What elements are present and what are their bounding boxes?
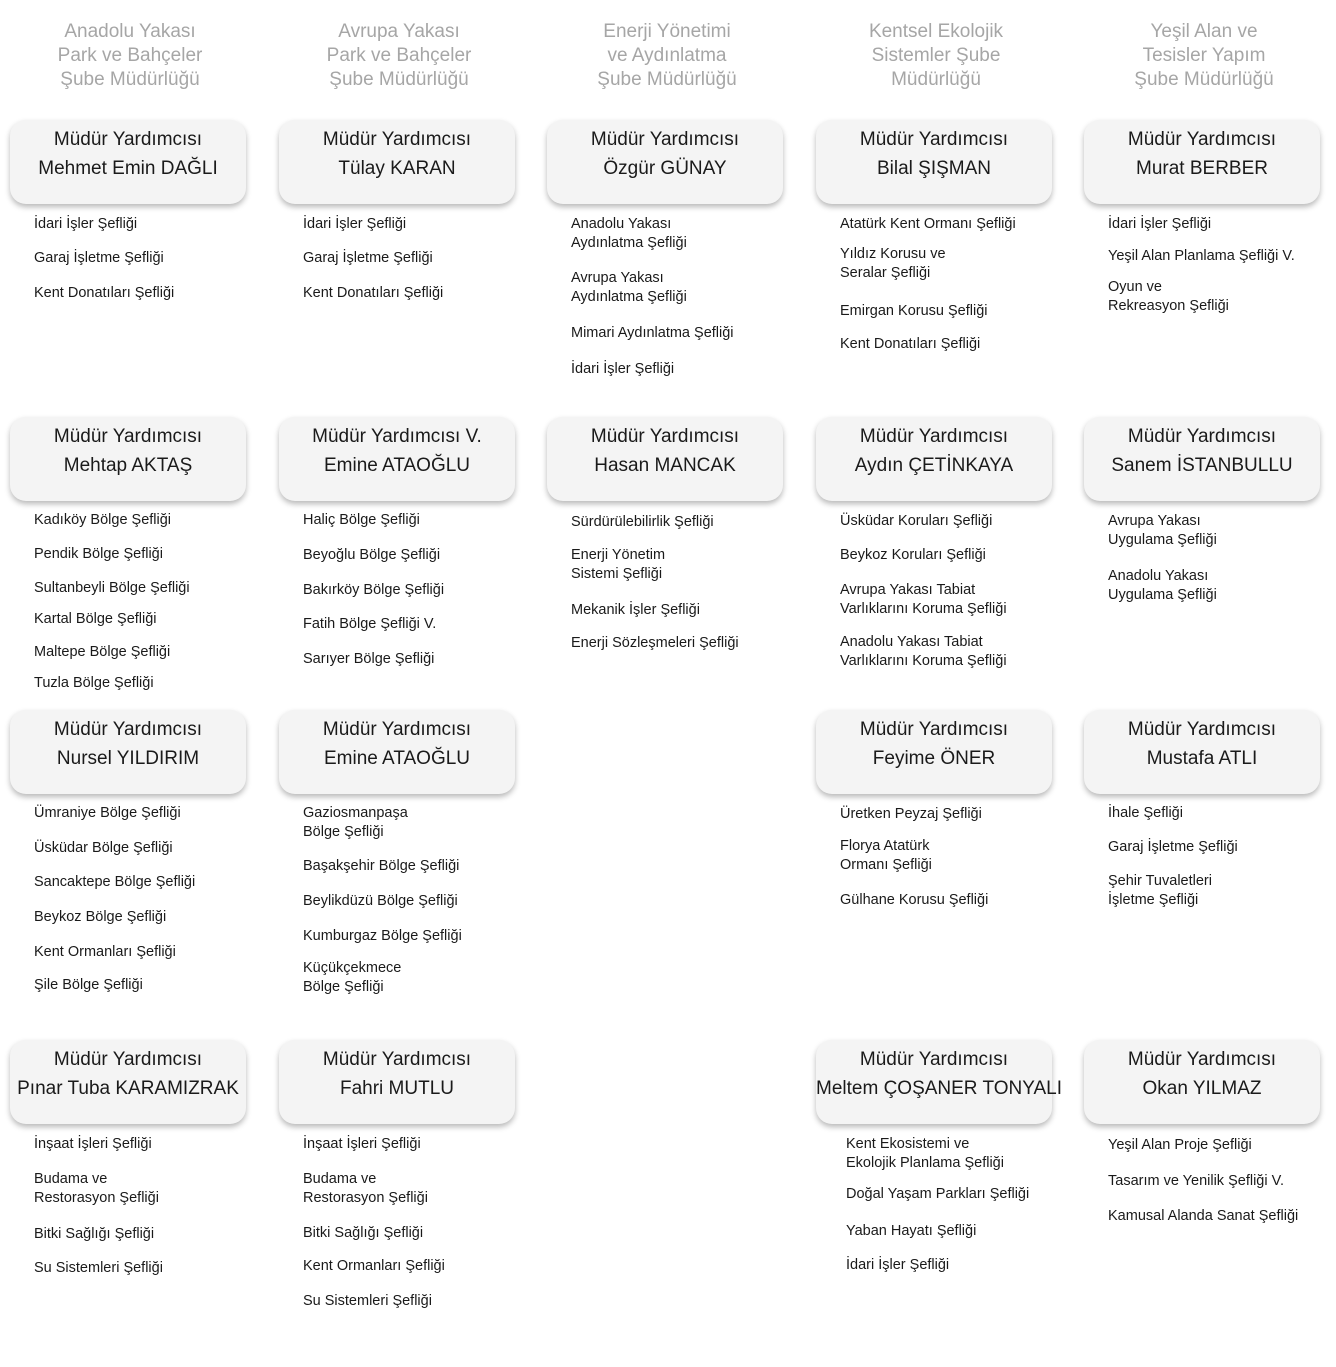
unit-item: İdari İşler Şefliği bbox=[571, 361, 675, 377]
deputy-card bbox=[10, 710, 246, 794]
unit-item: Bitki Sağlığı Şefliği bbox=[34, 1226, 155, 1242]
unit-item: Tasarım ve Yenilik Şefliği V. bbox=[1108, 1173, 1284, 1189]
unit-item: Sultanbeyli Bölge Şefliği bbox=[34, 580, 190, 596]
deputy-role: Müdür Yardımcısı bbox=[859, 719, 1009, 740]
deputy-role: Müdür Yardımcısı bbox=[1127, 129, 1277, 150]
unit-item: Anadolu Yakası Uygulama Şefliği bbox=[1108, 568, 1217, 603]
unit-item: Enerji Yönetim Sistemi Şefliği bbox=[571, 547, 666, 582]
deputy-card bbox=[1084, 120, 1320, 204]
deputy-name: Feyime ÖNER bbox=[872, 748, 996, 769]
deputy-card bbox=[816, 120, 1052, 204]
deputy-name: Emine ATAOĞLU bbox=[323, 455, 471, 476]
deputy-role: Müdür Yardımcısı bbox=[322, 129, 472, 150]
deputy-card bbox=[547, 417, 783, 501]
unit-item: Kent Donatıları Şefliği bbox=[34, 285, 175, 301]
unit-item: Kadıköy Bölge Şefliği bbox=[34, 512, 172, 528]
unit-item: Yaban Hayatı Şefliği bbox=[846, 1223, 977, 1239]
deputy-name: Nursel YILDIRIM bbox=[56, 748, 200, 769]
deputy-card bbox=[279, 1040, 515, 1124]
unit-item: Üsküdar Bölge Şefliği bbox=[34, 840, 173, 856]
unit-item: Kartal Bölge Şefliği bbox=[34, 611, 157, 627]
deputy-name: Mehtap AKTAŞ bbox=[63, 455, 193, 476]
deputy-role: Müdür Yardımcısı bbox=[53, 129, 203, 150]
deputy-card bbox=[279, 120, 515, 204]
unit-item: İhale Şefliği bbox=[1108, 805, 1183, 821]
deputy-card bbox=[816, 1040, 1063, 1124]
unit-item: Haliç Bölge Şefliği bbox=[303, 512, 420, 528]
deputy-role: Müdür Yardımcısı bbox=[53, 719, 203, 740]
unit-item: İdari İşler Şefliği bbox=[846, 1257, 950, 1273]
unit-item: Üsküdar Koruları Şefliği bbox=[840, 513, 993, 529]
unit-item: Gülhane Korusu Şefliği bbox=[840, 892, 989, 908]
unit-item: Sürdürülebilirlik Şefliği bbox=[571, 514, 714, 530]
deputy-name: Mustafa ATLI bbox=[1146, 748, 1258, 769]
unit-item: İdari İşler Şefliği bbox=[303, 216, 407, 232]
unit-item: Su Sistemleri Şefliği bbox=[303, 1293, 432, 1309]
unit-item: Mimari Aydınlatma Şefliği bbox=[571, 325, 734, 341]
deputy-card bbox=[10, 417, 246, 501]
deputy-name: Pınar Tuba KARAMIZRAK bbox=[17, 1078, 239, 1099]
deputy-name: Tülay KARAN bbox=[338, 158, 456, 179]
deputy-role: Müdür Yardımcısı bbox=[859, 129, 1009, 150]
deputy-card bbox=[816, 417, 1052, 501]
department-title: Anadolu Yakası Park ve Bahçeler Şube Müdürlüğü bbox=[57, 21, 203, 90]
unit-item: Avrupa Yakası Aydınlatma Şefliği bbox=[571, 270, 687, 305]
unit-item: Avrupa Yakası Uygulama Şefliği bbox=[1108, 513, 1217, 548]
deputy-card bbox=[10, 120, 246, 204]
unit-item: Anadolu Yakası Aydınlatma Şefliği bbox=[571, 216, 687, 251]
unit-item: Kent Ekosistemi ve Ekolojik Planlama Şefliği bbox=[846, 1136, 1004, 1171]
department-title: Kentsel Ekolojik Sistemler Şube Müdürlüğü bbox=[868, 21, 1004, 90]
unit-item: İnşaat İşleri Şefliği bbox=[303, 1136, 421, 1152]
deputy-card bbox=[816, 710, 1052, 794]
unit-item: Beykoz Bölge Şefliği bbox=[34, 909, 167, 925]
unit-item: Doğal Yaşam Parkları Şefliği bbox=[846, 1186, 1030, 1202]
deputy-role: Müdür Yardımcısı bbox=[590, 129, 740, 150]
deputy-name: Okan YILMAZ bbox=[1142, 1078, 1262, 1099]
unit-item: Yeşil Alan Planlama Şefliği V. bbox=[1108, 248, 1295, 264]
deputy-role: Müdür Yardımcısı bbox=[1127, 1049, 1277, 1070]
unit-item: Enerji Sözleşmeleri Şefliği bbox=[571, 635, 739, 651]
unit-item: Budama ve Restorasyon Şefliği bbox=[34, 1171, 159, 1206]
deputy-role: Müdür Yardımcısı bbox=[1127, 719, 1277, 740]
unit-item: Beykoz Koruları Şefliği bbox=[840, 547, 986, 563]
unit-item: Florya Atatürk Ormanı Şefliği bbox=[840, 838, 932, 873]
unit-item: Pendik Bölge Şefliği bbox=[34, 546, 163, 562]
unit-item: Garaj İşletme Şefliği bbox=[1108, 839, 1238, 855]
unit-item: Şile Bölge Şefliği bbox=[34, 977, 143, 993]
unit-item: Beyoğlu Bölge Şefliği bbox=[303, 547, 441, 563]
deputy-card bbox=[1084, 1040, 1320, 1124]
unit-item: Tuzla Bölge Şefliği bbox=[34, 675, 154, 691]
unit-item: İdari İşler Şefliği bbox=[34, 216, 138, 232]
deputy-name: Murat BERBER bbox=[1136, 158, 1268, 179]
unit-item: Garaj İşletme Şefliği bbox=[303, 250, 433, 266]
deputy-name: Bilal ŞIŞMAN bbox=[876, 158, 992, 179]
unit-item: Küçükçekmece Bölge Şefliği bbox=[303, 960, 402, 995]
deputy-role: Müdür Yardımcısı bbox=[322, 1049, 472, 1070]
unit-item: Şehir Tuvaletleri İşletme Şefliği bbox=[1108, 873, 1212, 908]
deputy-role: Müdür Yardımcısı bbox=[859, 426, 1009, 447]
unit-item: Avrupa Yakası Tabiat Varlıklarını Koruma Şefliği bbox=[840, 582, 1007, 617]
deputy-card bbox=[10, 1040, 246, 1124]
deputy-role: Müdür Yardımcısı bbox=[859, 1049, 1009, 1070]
unit-item: Anadolu Yakası Tabiat Varlıklarını Koruma Şefliği bbox=[840, 634, 1007, 669]
unit-item: Üretken Peyzaj Şefliği bbox=[840, 806, 982, 822]
deputy-name: Sanem İSTANBULLU bbox=[1111, 455, 1293, 476]
unit-item: Sarıyer Bölge Şefliği bbox=[303, 651, 435, 667]
unit-item: Beylikdüzü Bölge Şefliği bbox=[303, 893, 458, 909]
unit-item: Kent Donatıları Şefliği bbox=[840, 336, 981, 352]
deputy-role: Müdür Yardımcısı bbox=[1127, 426, 1277, 447]
unit-item: Yıldız Korusu ve Seralar Şefliği bbox=[840, 246, 946, 281]
unit-item: Su Sistemleri Şefliği bbox=[34, 1260, 163, 1276]
unit-item: Maltepe Bölge Şefliği bbox=[34, 644, 171, 660]
deputy-name: Aydın ÇETİNKAYA bbox=[854, 455, 1014, 476]
unit-item: Emirgan Korusu Şefliği bbox=[840, 303, 988, 319]
deputy-role: Müdür Yardımcısı bbox=[322, 719, 472, 740]
deputy-card bbox=[1084, 417, 1320, 501]
unit-item: Kamusal Alanda Sanat Şefliği bbox=[1108, 1208, 1299, 1224]
unit-item: Sancaktepe Bölge Şefliği bbox=[34, 874, 196, 890]
unit-item: Oyun ve Rekreasyon Şefliği bbox=[1108, 279, 1229, 314]
unit-item: Atatürk Kent Ormanı Şefliği bbox=[840, 216, 1016, 232]
deputy-card bbox=[279, 710, 515, 794]
unit-item: Yeşil Alan Proje Şefliği bbox=[1108, 1137, 1252, 1153]
department-title: Yeşil Alan ve Tesisler Yapım Şube Müdürlüğü bbox=[1134, 21, 1274, 90]
unit-item: Bitki Sağlığı Şefliği bbox=[303, 1225, 424, 1241]
deputy-name: Hasan MANCAK bbox=[594, 455, 736, 476]
deputy-card bbox=[279, 417, 515, 501]
unit-item: Gaziosmanpaşa Bölge Şefliği bbox=[303, 805, 408, 840]
unit-item: Mekanik İşler Şefliği bbox=[571, 602, 700, 618]
unit-item: Kumburgaz Bölge Şefliği bbox=[303, 928, 462, 944]
deputy-card bbox=[547, 120, 783, 204]
unit-item: Garaj İşletme Şefliği bbox=[34, 250, 164, 266]
deputy-role: Müdür Yardımcısı V. bbox=[312, 426, 482, 447]
deputy-role: Müdür Yardımcısı bbox=[53, 426, 203, 447]
unit-item: Kent Ormanları Şefliği bbox=[303, 1258, 445, 1274]
unit-item: İdari İşler Şefliği bbox=[1108, 216, 1212, 232]
unit-item: Budama ve Restorasyon Şefliği bbox=[303, 1171, 428, 1206]
unit-item: Bakırköy Bölge Şefliği bbox=[303, 582, 445, 598]
deputy-card bbox=[1084, 710, 1320, 794]
deputy-name: Özgür GÜNAY bbox=[603, 158, 727, 179]
deputy-name: Emine ATAOĞLU bbox=[323, 748, 471, 769]
deputy-name: Mehmet Emin DAĞLI bbox=[38, 158, 218, 179]
deputy-role: Müdür Yardımcısı bbox=[590, 426, 740, 447]
deputy-name: Meltem ÇOŞANER TONYALI bbox=[816, 1078, 1063, 1099]
department-title: Avrupa Yakası Park ve Bahçeler Şube Müdürlüğü bbox=[326, 21, 472, 90]
deputy-role: Müdür Yardımcısı bbox=[53, 1049, 203, 1070]
department-title: Enerji Yönetimi ve Aydınlatma Şube Müdürlüğü bbox=[597, 21, 737, 90]
unit-item: Fatih Bölge Şefliği V. bbox=[303, 616, 437, 632]
unit-item: Kent Ormanları Şefliği bbox=[34, 944, 176, 960]
deputy-name: Fahri MUTLU bbox=[339, 1078, 454, 1099]
unit-item: Başakşehir Bölge Şefliği bbox=[303, 858, 460, 874]
unit-item: İnşaat İşleri Şefliği bbox=[34, 1136, 152, 1152]
unit-item: Ümraniye Bölge Şefliği bbox=[34, 805, 181, 821]
unit-item: Kent Donatıları Şefliği bbox=[303, 285, 444, 301]
